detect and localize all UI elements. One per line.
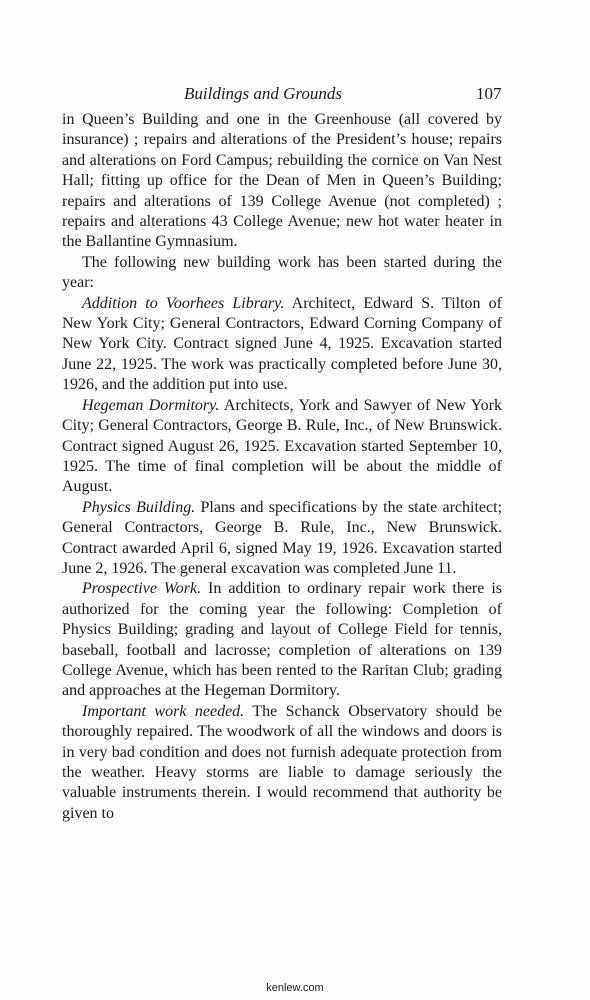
- body-text: [62, 110, 502, 824]
- paragraph-physics-building: [62, 498, 502, 580]
- paragraph-body: Architects, York and Sawyer of New York City; General Contractors, George B. Rule, Inc., of New Brunswick. Contract signed August 26, 1925. Excavation started September 10, 1925. The time of final completion will be about the middle of August.: [62, 396, 503, 496]
- paragraph-heading: Physics Building.: [82, 498, 196, 516]
- paragraph-hegeman-dormitory: [62, 396, 502, 498]
- footer-credit: kenlew.com: [266, 982, 324, 994]
- paragraph-heading: Hegeman Dormitory.: [82, 396, 220, 414]
- running-head: Buildings and Grounds: [184, 84, 343, 103]
- paragraph-voorhees-library: [62, 294, 502, 396]
- paragraph-important-work: [62, 702, 502, 824]
- paragraph-heading: Addition to Voorhees Library.: [82, 294, 285, 312]
- page-number: 107: [476, 84, 502, 103]
- paragraph-body: Architect, Edward S. Tilton of New York City; General Contractors, Edward Corning Company of New York City. Contract signed June 4, 1925. Excavation started June 22, 1925. The work was practically completed before June 30, 1926, and the addition put into use.: [62, 294, 503, 394]
- paragraph-body: The Schanck Observatory should be thoroughly repaired. The woodwork of all the windows and doors is in very bad condition and does not furnish adequate protection from the weather. Heavy storms are liable to damage seriously the valuable instruments therein. I would recommend that authority be given to: [62, 702, 502, 822]
- paragraph-continuation: in Queen’s Building and one in the Greenhouse (all covered by insurance) ; repairs and alterations of the President’s house; repairs and alterations on Ford Campus; rebuilding the cornice on Van Nest Hall; fitting up office for the Dean of Men in Queen’s Building; repairs and alterations of 139 College Avenue (not completed) ; repairs and alterations 43 College Avenue; new hot water heater in the Ballantine Gymnasium.: [62, 111, 502, 251]
- paragraph-heading: Important work needed.: [82, 702, 245, 720]
- paragraph-body: In addition to ordinary repair work there is authorized for the coming year the following: Completion of Physics Building; grading and layout of College Field for tennis, baseball, football and lacrosse; completion of alterations on 139 College Avenue, which has been rented to the Raritan Club; grading and approaches at the Hegeman Dormitory.: [62, 580, 502, 700]
- paragraph-body: Plans and specifications by the state architect; General Contractors, George B. Rule, Inc., New Brunswick. Contract awarded April 6, signed May 19, 1926. Excavation started June 2, 1926. The general excavation was completed June 11.: [62, 498, 503, 577]
- paragraph-heading: Prospective Work.: [82, 580, 202, 598]
- page-header: [0, 84, 590, 108]
- paragraph-intro: The following new building work has been started during the year:: [62, 253, 502, 292]
- paragraph-prospective-work: [62, 579, 502, 701]
